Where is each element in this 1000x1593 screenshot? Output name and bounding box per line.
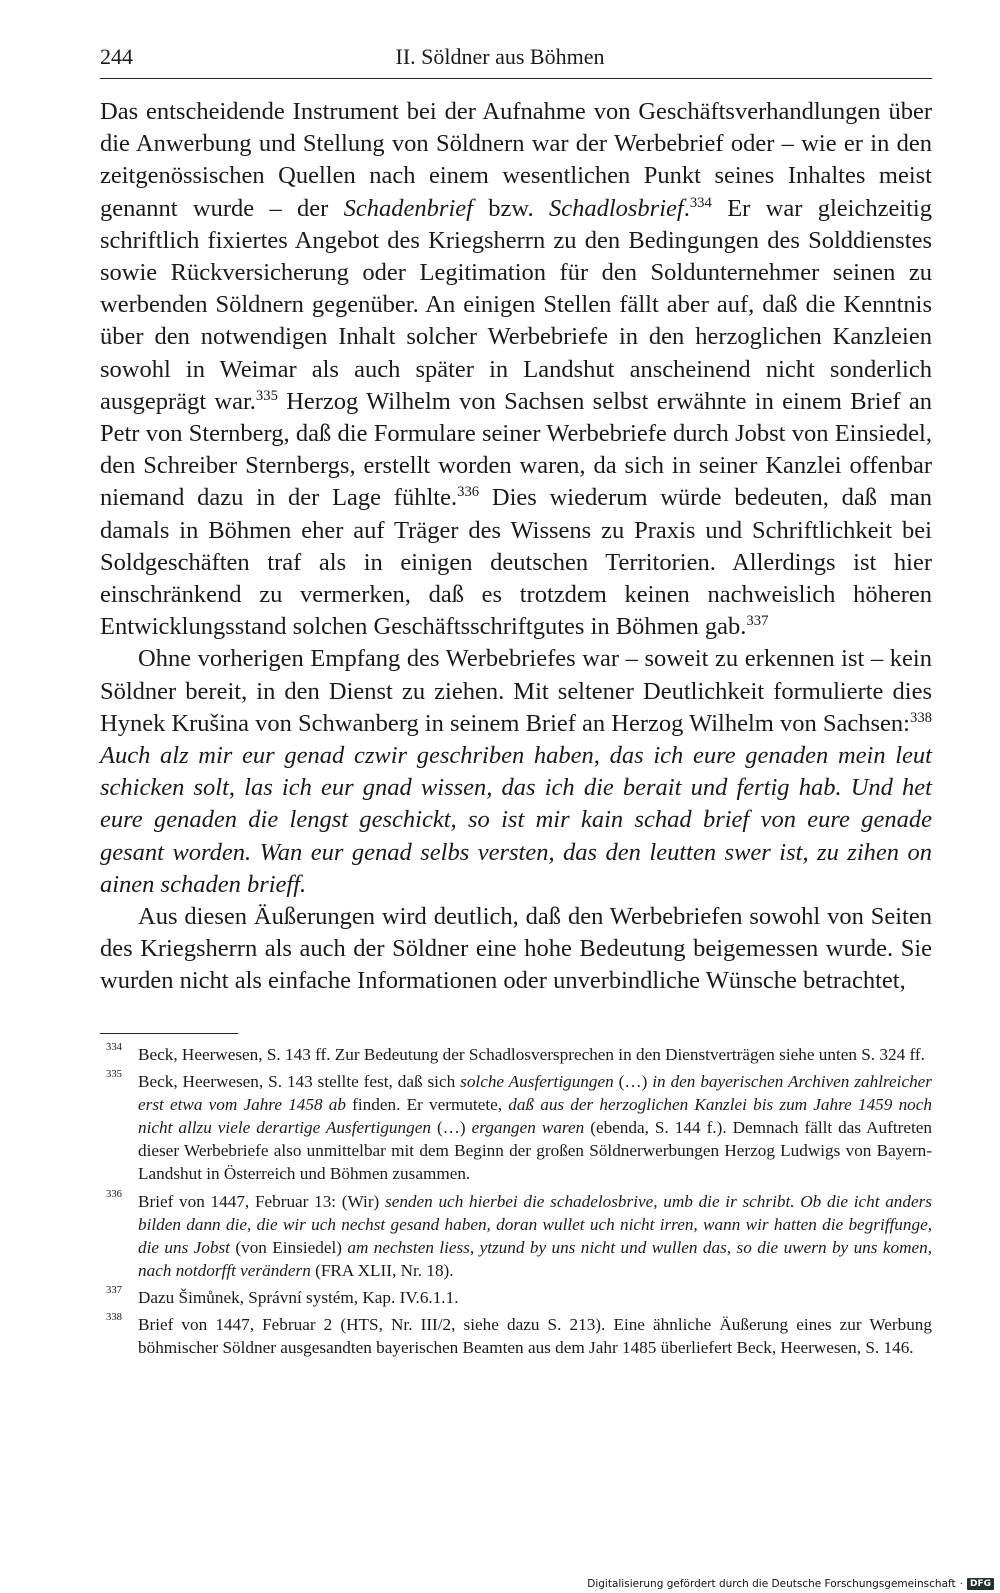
footnote-rule (100, 1033, 238, 1034)
text-run: Das entscheidende Instrument bei der Aufnahme von Geschäftsverhandlungen über die Anwerbung und Stellung von Söldnern war der Werbebrief oder – wie er in den zeitgenössischen Quellen nach einem wesentlichen Punkt seines Inhaltes meist genannt wurde – der (100, 98, 932, 222)
text-run: Herzog Wilhelm von Sachsen selbst erwähnte in einem Brief an Petr von Sternberg, daß die Formulare seiner Werbebriefe durch Jobst von Einsiedel, den Schreiber Sternbergs, erstellt worden waren, da sich in seiner Kanzlei offenbar niemand dazu in der Lage fühlte. (100, 387, 932, 512)
italic-quotation: daß aus der herzoglichen Kanzlei bis zum Jahre 1459 noch nicht allzu viele derartige Ausfertigungen (138, 1095, 932, 1138)
digitization-text: Digitalisierung gefördert durch die Deutsche Forschungsgemeinschaft (587, 1578, 956, 1590)
text-run: Dies wiederum würde bedeuten, daß man damals in Böhmen eher auf Träger des Wissens zu Praxis und Schriftlichkeit bei Soldgeschäften traf als in einigen deutschen Territorien. Allerdings ist hier einschränkend zu vermerken, daß es trotzdem keinen nachweislich höheren Entwicklungsstand solchen Geschäftsschriftgutes in Böhmen gab. (100, 484, 933, 641)
footnote-336 (100, 1190, 932, 1282)
italic-term: Schadenbrief (343, 194, 473, 222)
italic-term: Schadlosbrief (548, 194, 684, 222)
italic-quotation: senden uch hierbei die schadelosbrive, umb die ir schribt. Ob die icht anders bilden dann die, die wir uch nechst gesand haben, doran wullet uch nicht irren, wann wir hatten die begriffunge, die uns Jobst (138, 1191, 932, 1257)
text-run: (von Einsiedel) (229, 1237, 348, 1257)
footnote-ref[interactable]: 337 (746, 613, 769, 630)
text-run: Beck, Heerwesen, S. 143 ff. Zur Bedeutung der Schadlosversprechen in den Dienstverträgen siehe unten S. 324 ff. (138, 1045, 925, 1064)
text-run: (FRA XLII, Nr. 18). (310, 1260, 454, 1280)
paragraph-2 (100, 643, 932, 901)
footnote-337 (100, 1286, 932, 1309)
text-run: (…) (430, 1118, 472, 1138)
footnotes (100, 1043, 932, 1363)
footnote-ref[interactable]: 335 (255, 387, 278, 404)
italic-quotation: am nechsten liess, ytzund by uns nicht und wullen das, so die uwern by uns komen, nach notdorfft verändern (138, 1237, 933, 1280)
italic-quotation: Auch alz mir eur genad czwir geschriben haben, das ich eure genaden mein leut schicken solt, las ich eur gnad wissen, das ich die berait und fertig hab. Und het eure genaden die lengst geschickt, so ist mir kain schad brief von eure genade gesant worden. Wan eur genad selbs versten, das den leutten swer ist, zu zihen on ainen schaden brieff. (100, 742, 932, 898)
text-run: Brief von 1447, Februar 2 (HTS, Nr. III/2, siehe dazu S. 213). Eine ähnliche Äußerung eines zur Werbung böhmischer Söldner ausgesandten bayerischen Beamten aus dem Jahr 1485 überliefert Beck, Heerwesen, S. 146. (138, 1315, 932, 1358)
footnote-335 (100, 1070, 932, 1185)
footnote-ref[interactable]: 338 (909, 709, 932, 726)
footnote-338 (100, 1313, 932, 1359)
italic-quotation: solche Ausfertigungen (460, 1072, 614, 1092)
text-run: Er war gleichzeitig schriftlich fixiertes Angebot des Kriegsherrn zu den Bedingungen des Solddienstes sowie Rückversicherung oder Legitimation für den Soldunternehmer seinen zu werbenden Söldnern gegenüber. An einigen Stellen fällt aber auf, daß die Kenntnis über den notwendigen Inhalt solcher Werbebriefe in den herzoglichen Kanzleien sowohl in Weimar als auch später in Landshut anscheinend nicht sonderlich ausgeprägt war. (100, 194, 932, 415)
text-run: finden. Er vermutete, (345, 1095, 509, 1115)
digitization-notice: Digitalisierung gefördert durch die Deutsche Forschungsgemeinschaft · DFG (587, 1578, 994, 1590)
text-run: Aus diesen Äußerungen wird deutlich, daß den Werbebriefen sowohl von Seiten des Kriegsherrn als auch der Söldner eine hohe Bedeutung beigemessen wurde. Sie wurden nicht als einfache Informationen oder unverbindliche Wünsche betrachtet, (100, 903, 932, 995)
italic-quotation: ergangen waren (471, 1118, 585, 1138)
footnote-number: 337 (106, 1284, 122, 1296)
text-run: Dazu Šimůnek, Správní systém, Kap. IV.6.1.1. (138, 1287, 459, 1307)
footnote-number: 335 (106, 1069, 122, 1081)
running-title: II. Söldner aus Böhmen (395, 44, 605, 69)
footnote-number: 334 (106, 1042, 122, 1053)
main-text (100, 96, 932, 998)
header-rule (100, 78, 932, 79)
italic-quotation: in den bayerischen Archiven zahlreicher erst etwa vom Jahre 1458 ab (138, 1072, 932, 1115)
text-run: Brief von 1447, Februar 13: (Wir) (138, 1191, 386, 1211)
paragraph-1 (100, 96, 932, 643)
text-run: Beck, Heerwesen, S. 143 stellte fest, daß sich (138, 1072, 461, 1092)
footnote-ref[interactable]: 334 (689, 194, 712, 211)
footnote-334 (100, 1043, 932, 1066)
text-run: bzw. (472, 194, 549, 222)
dfg-logo: DFG (967, 1578, 994, 1590)
text-run: (ebenda, S. 144 f.). Demnach fällt das Auftreten dieser Werbebriefe also unmittelbar mit dem Beginn der großen Söldnerwerbungen Herzog Ludwigs von Bayern-Landshut in Österreich und Böhmen zusammen. (138, 1118, 932, 1184)
text-run: . (683, 194, 690, 222)
text-run: Ohne vorherigen Empfang des Werbebriefes war – soweit zu erkennen ist – kein Söldner bereit, in den Dienst zu ziehen. Mit seltener Deutlichkeit formulierte dies Hynek Krušina von Schwanberg in seinem Brief an Herzog Wilhelm von Sachsen: (100, 645, 932, 737)
paragraph-3 (100, 901, 932, 998)
text-run: (…) (613, 1072, 653, 1092)
footnote-number: 338 (106, 1312, 122, 1324)
page-number: 244 (100, 44, 133, 69)
footnote-number: 336 (106, 1188, 122, 1200)
footnote-ref[interactable]: 336 (457, 484, 480, 501)
